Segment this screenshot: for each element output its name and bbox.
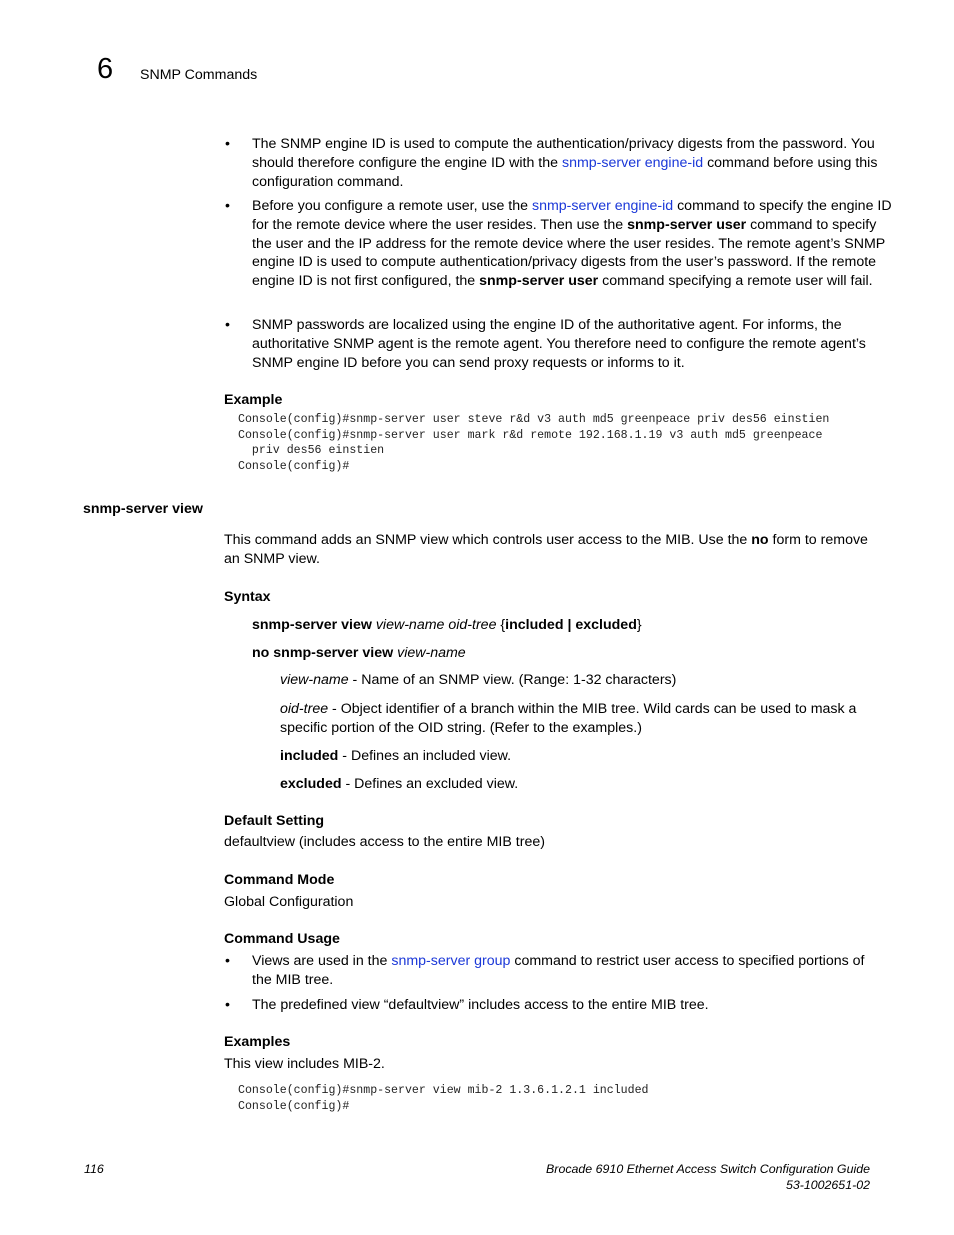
command-description: This command adds an SNMP view which controls user access to the MIB. Use the no form to remove an SNMP view. (224, 532, 868, 567)
usage-bullet-defaultview: • The predefined view “defaultview” includes access to the entire MIB tree. (225, 997, 709, 1013)
guide-title: Brocade 6910 Ethernet Access Switch Configuration Guide (546, 1162, 870, 1176)
page-number: 116 (84, 1162, 104, 1176)
default-setting-text: defaultview (includes access to the entire MIB tree) (224, 834, 545, 850)
command-heading: snmp-server view (83, 501, 203, 517)
default-setting-heading: Default Setting (224, 813, 325, 829)
usage-bullet-views: • Views are used in the snmp-server group command to restrict user access to specified portions of the MIB tree. (225, 953, 865, 988)
bullet-engine-id: • The SNMP engine ID is used to compute the authentication/privacy digests from the password. You should therefore configure the engine ID with the snmp-server engine-id command before using this configuration command. (225, 136, 878, 190)
bullet-dot: • (225, 317, 230, 333)
bullet-passwords: • SNMP passwords are localized using the engine ID of the authoritative agent. For informs, the authoritative SNMP agent is the remote agent. You therefore need to configure the remote agent’s SNMP engine ID before you can send proxy requests or informs to it. (225, 317, 866, 371)
syntax-no-line: no snmp-server view view-name (252, 645, 466, 661)
bullet-dot: • (225, 953, 230, 969)
link-snmp-server-engine-id[interactable]: snmp-server engine-id (561, 154, 704, 171)
bullet-remote-user: • Before you configure a remote user, use the snmp-server engine-id command to specify the engine ID for the remote device where the user resides. Then use the snmp-server user command to specify the user and the IP address for the remote device where the user resides. The remote agent’s SNMP engine ID is used to compute authentication/privacy digests from the user’s password. If the remote engine ID is not first configured, the snmp-server user command specifying a remote user will fail. (225, 198, 892, 290)
examples-intro: This view includes MIB-2. (224, 1056, 385, 1072)
param-included: included - Defines an included view. (280, 748, 512, 764)
command-usage-heading: Command Usage (224, 931, 340, 947)
examples-heading: Examples (224, 1034, 291, 1050)
chapter-number: 6 (97, 53, 114, 85)
command-mode-text: Global Configuration (224, 894, 354, 910)
param-view-name: view-name - Name of an SNMP view. (Range: 1-32 characters) (280, 672, 677, 688)
link-snmp-server-engine-id[interactable]: snmp-server engine-id (531, 198, 674, 214)
example-heading: Example (224, 392, 283, 408)
link-snmp-server-group[interactable]: snmp-server group (391, 953, 511, 969)
command-mode-heading: Command Mode (224, 872, 335, 888)
bullet-dot: • (225, 997, 230, 1013)
doc-number: 53-1002651-02 (785, 1178, 870, 1192)
examples-code: Console(config)#snmp-server view mib-2 1.3.6.1.2.1 included Console(config)# (238, 1084, 649, 1113)
syntax-heading: Syntax (224, 589, 271, 605)
bullet-dot: • (225, 198, 230, 214)
param-oid-tree: oid-tree - Object identifier of a branch within the MIB tree. Wild cards can be used to mask a specific portion of the OID string. (Refer to the examples.) (280, 701, 857, 736)
chapter-title: SNMP Commands (140, 67, 258, 83)
syntax-line: snmp-server view view-name oid-tree {included | excluded} (252, 617, 642, 633)
example-code: Console(config)#snmp-server user steve r&d v3 auth md5 greenpeace priv des56 einstien Console(config)#snmp-server user mark r&d remote 192.168.1.19 v3 auth md5 greenpeace priv des56 einstien Console(config)# (238, 413, 830, 474)
param-excluded: excluded - Defines an excluded view. (280, 776, 519, 792)
bullet-dot: • (225, 136, 230, 152)
